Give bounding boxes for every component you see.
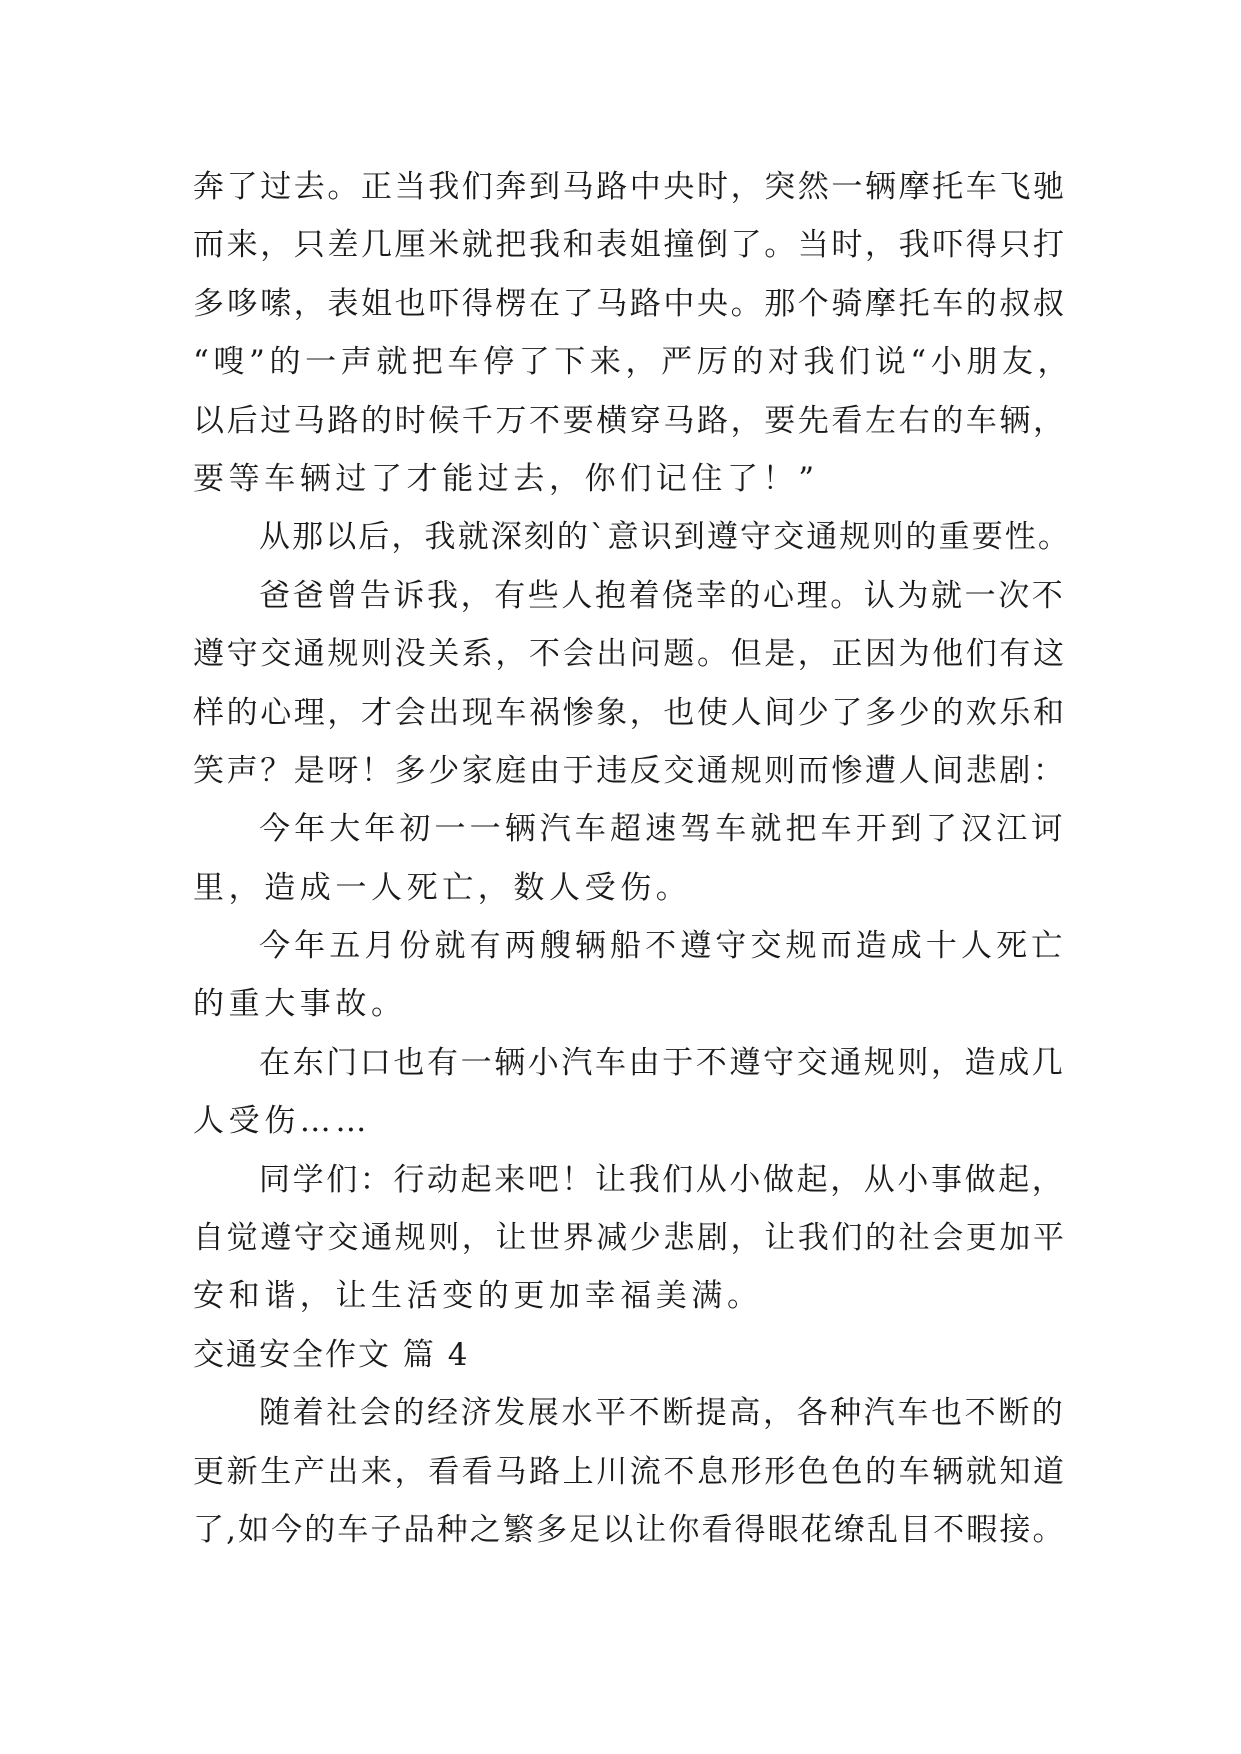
paragraph-line: 的重大事故。 [193,986,407,1023]
paragraph-line: 更新生产出来，看看马路上川流不息形形色色的车辆就知道 [193,1453,1067,1490]
paragraph-line: 以后过马路的时候千万不要横穿马路，要先看左右的车辆， [193,402,1067,439]
paragraph-line: 从那以后，我就深刻的`意识到遵守交通规则的重要性。 [259,519,1071,556]
paragraph-line: 随着社会的经济发展水平不断提高，各种汽车也不断的 [259,1395,1066,1432]
paragraph-line: 样的心理，才会出现车祸惨象，也使人间少了多少的欢乐和 [193,694,1067,731]
paragraph-line: 奔了过去。正当我们奔到马路中央时，突然一辆摩托车飞驰 [193,169,1067,205]
paragraph-line: 安和谐，让生活变的更加幸福美满。 [193,1278,763,1315]
document-body [193,158,1073,1559]
paragraph-line: 今年五月份就有两艘辆船不遵守交规而造成十人死亡 [259,928,1067,965]
paragraph-line: 爸爸曾告诉我，有些人抱着侥幸的心理。认为就一次不 [259,577,1066,614]
paragraph-line: 了,如今的车子品种之繁多足以让你看得眼花缭乱目不暇接。 [193,1511,1066,1548]
paragraph-line: 在东门口也有一辆小汽车由于不遵守交通规则，造成几 [259,1044,1066,1081]
paragraph-line: 同学们：行动起来吧！让我们从小做起，从小事做起， [259,1161,1066,1198]
section-heading: 交通安全作文 篇 4 [193,1336,470,1373]
paragraph-line: 而来，只差几厘米就把我和表姐撞倒了。当时，我吓得只打 [193,227,1067,264]
paragraph-line: 自觉遵守交通规则，让世界减少悲剧，让我们的社会更加平 [193,1220,1067,1257]
paragraph-line: 里，造成一人死亡，数人受伤。 [193,869,692,906]
paragraph-line: 今年大年初一一辆汽车超速驾车就把车开到了汉江诃 [259,811,1067,848]
paragraph-line: 笑声？是呀！多少家庭由于违反交通规则而惨遭人间悲剧： [193,752,1067,789]
paragraph-line: 要等车辆过了才能过去，你们记住了！” [193,460,819,497]
paragraph-line: “嗖”的一声就把车停了下来，严厉的对我们说“小朋友， [193,344,1074,381]
paragraph-line: 多哆嗦，表姐也吓得楞在了马路中央。那个骑摩托车的叔叔 [193,285,1067,322]
paragraph-line: 遵守交通规则没关系，不会出问题。但是，正因为他们有这 [193,636,1067,673]
paragraph-line: 人受伤…… [193,1103,371,1140]
